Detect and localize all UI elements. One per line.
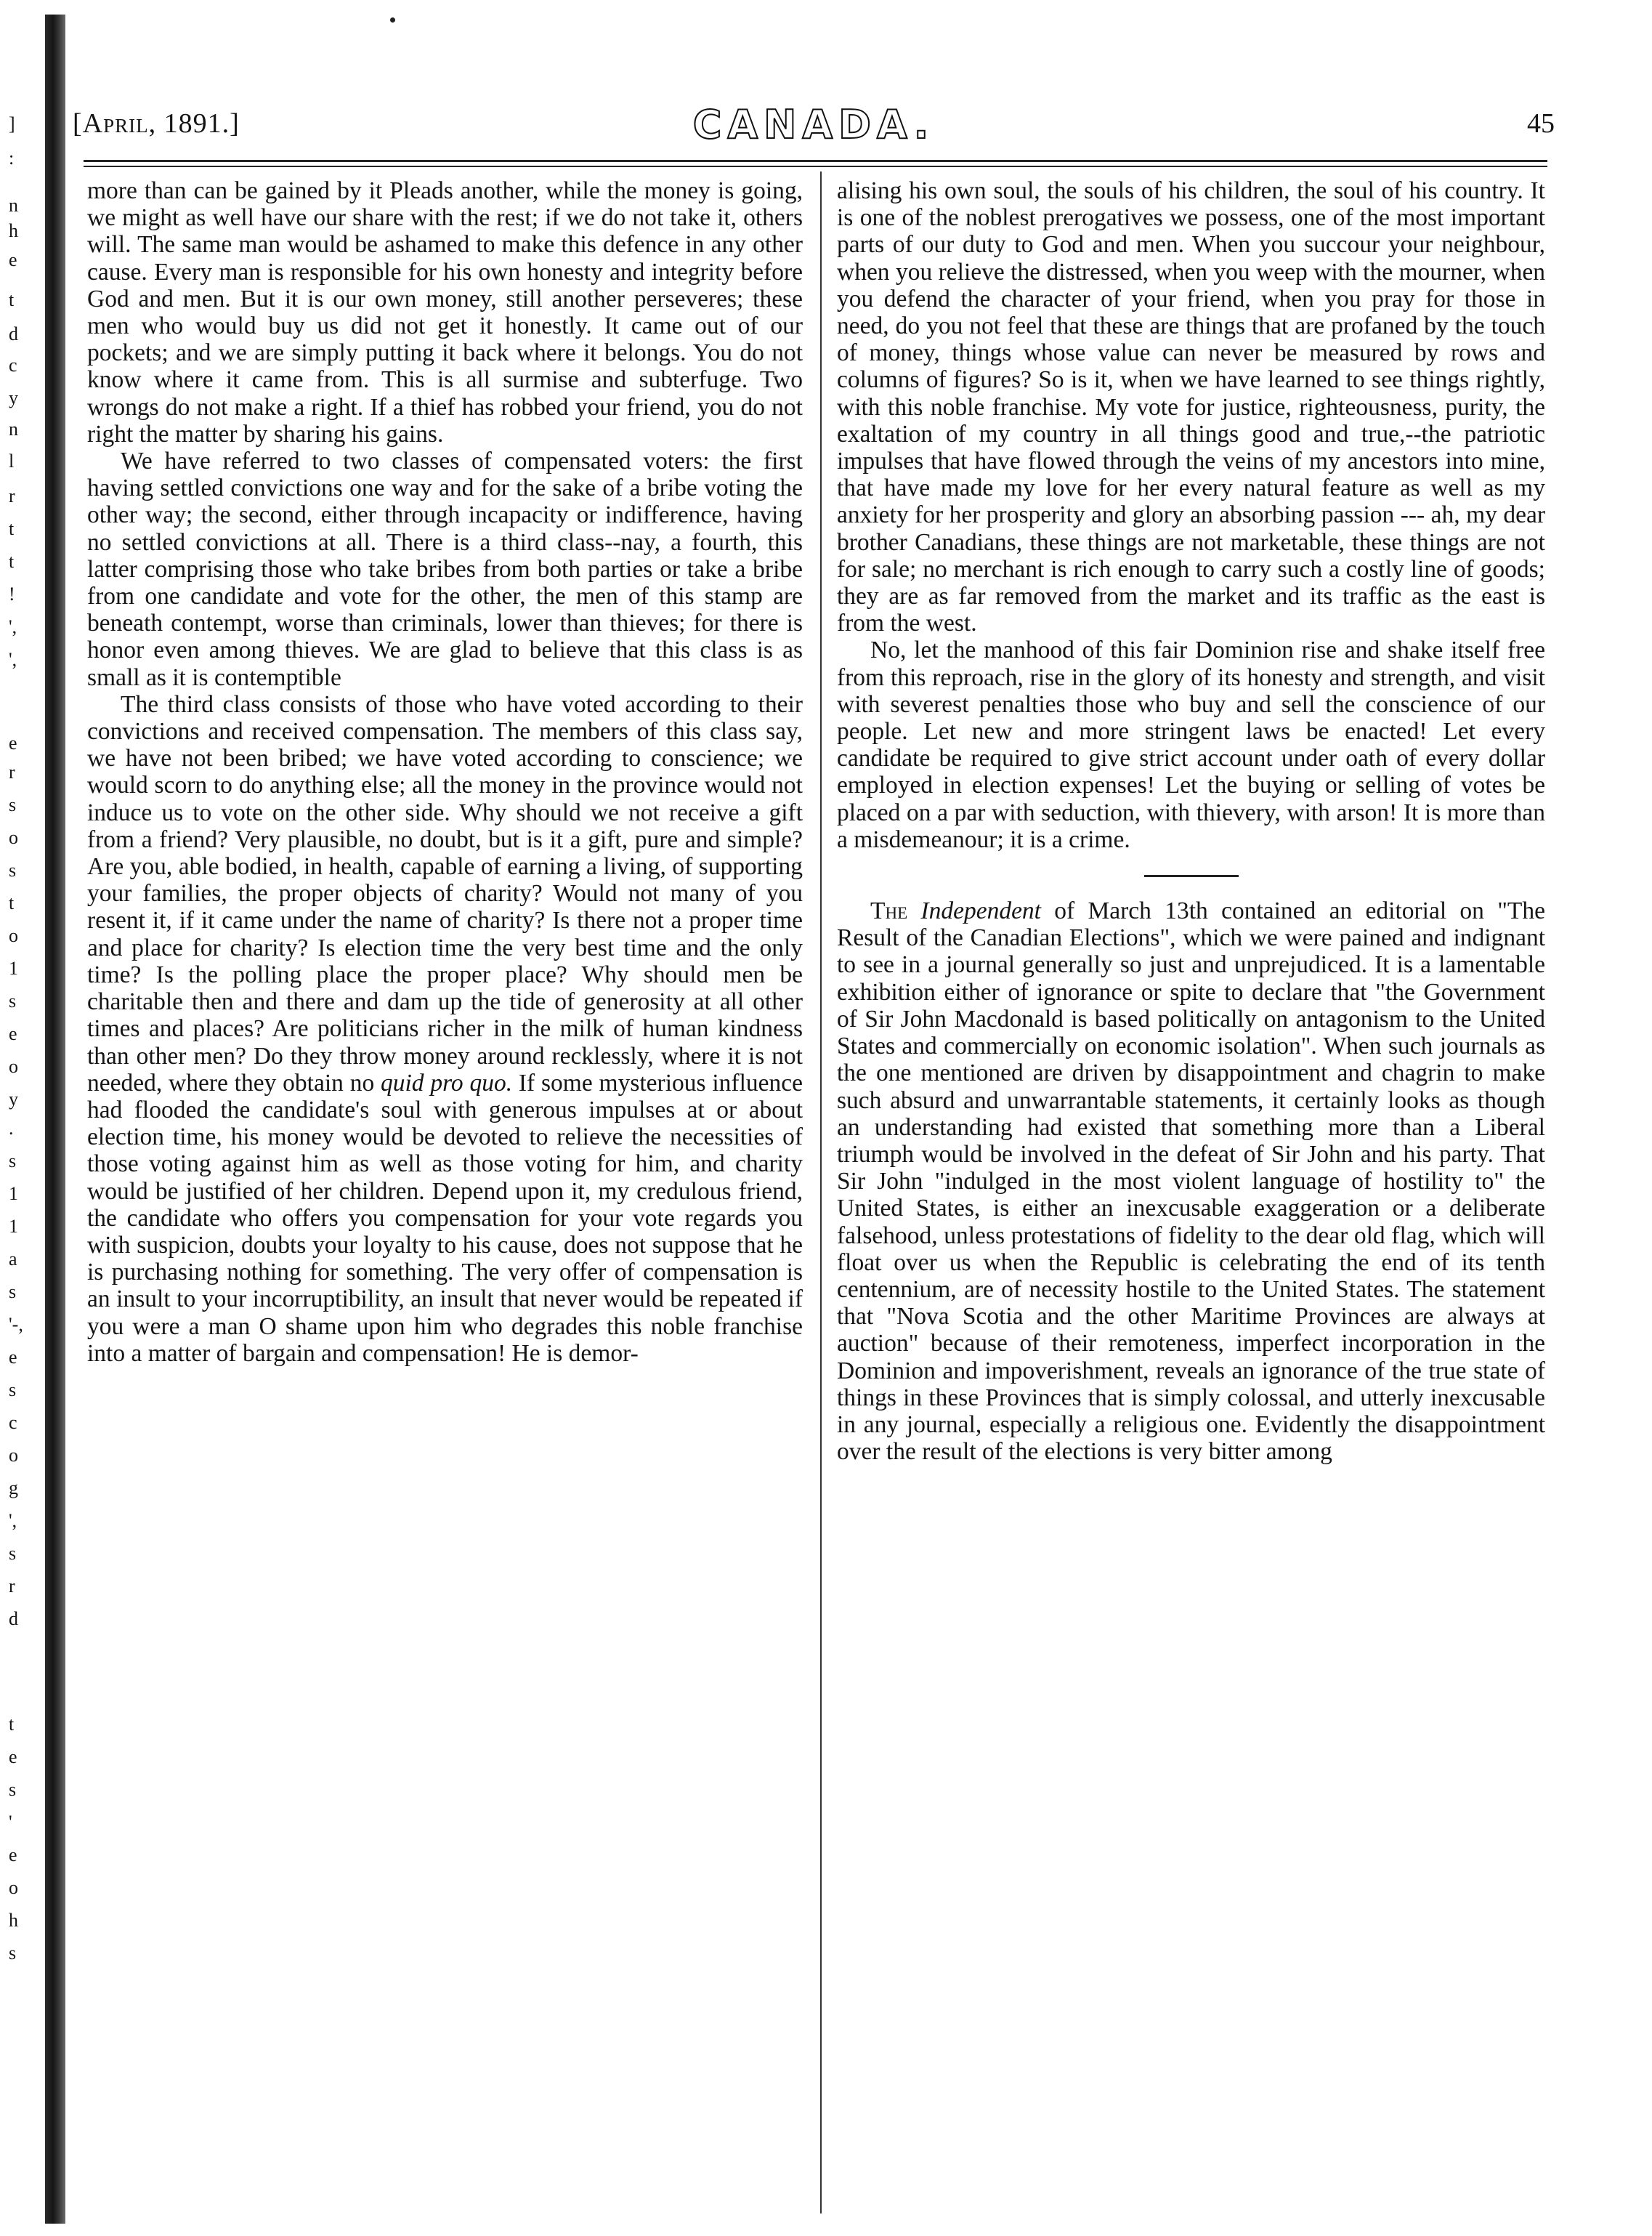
paragraph-text: of March 13th contained an editorial on "The Result of the Canadian Elections", which we were pained and indignant to see in a journal generally so just and unprejudiced. It is a lamentable exhibition either of ignorance or spite to declare that "the Government of Sir John Macdonald is based politically on antagonism to the United States and commercially on economic isolation". When such journals as the one mentioned are driven by disappointment and chagrin to make such absurd and unwarrantable statements, it certainly looks as though an understanding had existed that something more than a Liberal triumph would be involved in the defeat of Sir John and his party. That Sir John "indulged in the most violent language of hostility to" the United States, is either an inexcusable exaggeration or a deliberate falsehood, unless protestations of fidelity to the dear old flag, which will float over us when the Republic is celebrating the end of its tenth centennium, are of necessity hostile to the United States. The statement that "Nova Scotia and the other Maritime Provinces are always at auction" because of their remoteness, imperfect incorporation in the Dominion and impoverishment, reveals an ignorance of the true state of things in these Provinces that is simply colossal, and utterly inexcusable in any journal, especially a religious one. Evidently the disappointment over the result of the elections is very bitter among [837,897,1545,1466]
gutter-letter: r [9,485,15,506]
gutter-letter: o [9,827,18,848]
paragraph-text: The third class consists of those who have voted according to their convictions and received compensation. The members of this class say, we have not been bribed; we have voted according to conscience; we would scorn to do anything else; all the money in the province would not induce us to vote on the other side. Why should we not receive a gift from a friend? Very plausible, no doubt, but is it a gift, pure and simple? Are you, able bodied, in health, capable of earning a living, of supporting your families, the proper objects of charity? Would not many of you resent it, if it came under the name of charity? Is there not a proper time and place for charity? Is election time the very best time and the only time? Is the polling place the proper place? Why should men be charitable then and there and dam up the tide of generosity at all other times and places? Are politicians richer in the milk of human kindness than other men? Do they throw money around recklessly, where it is not needed, where they obtain no [87,690,803,1097]
gutter-letter: s [9,1779,17,1800]
paragraph: No, let the manhood of this fair Dominion rise and shake itself free from this reproach, rise in the glory of its honesty and strength, and visit with severest penalties those who buy and sell the conscience of our people. Let new and more stringent laws be enacted! Let every candidate be required to give strict account under oath of every dollar employed in election expenses! Let the buying or selling of votes be placed on a par with seduction, with thievery, with arson! It is more than a misdemeanour; it is a crime. [837,637,1545,853]
gutter-letter: n [9,419,18,440]
gutter-letter: e [9,249,17,270]
gutter-letter: ', [9,649,17,670]
gutter-letter: ' [9,1812,12,1833]
header-rule-top [84,160,1547,162]
page-number: 45 [1527,108,1555,139]
gutter-letter: s [9,860,17,881]
gutter-letter: ', [9,616,17,637]
gutter-letter: ', [9,1510,17,1531]
header-rule-bottom [84,166,1547,167]
gutter-letter: e [9,1347,17,1368]
gutter-letter: s [9,794,17,815]
gutter-letter: t [9,1714,15,1735]
gutter-letter: d [9,1608,18,1629]
column-separator [820,171,822,2213]
paragraph: We have referred to two classes of compensated voters: the first having settled convictions one way and for the sake of a bribe voting the other way; the second, either through incapacity or indifference, having no settled convictions at all. There is a third class--nay, a fourth, this latter comprising those who take bribes from both parties or take a bribe from one candidate and vote for the other, the men of this stamp are beneath contempt, worse than criminals, lower than thieves; for there is honor even among thieves. We are glad to believe that this class is as small as it is contemptible [87,448,803,691]
gutter-letter: n [9,195,18,216]
gutter-letter: s [9,1150,17,1171]
gutter-letter: e [9,1023,17,1044]
section-divider [1144,875,1239,877]
gutter-letter: a [9,1248,17,1270]
ink-dot [390,17,395,23]
lead-word: The [870,897,908,925]
issue-date: [April, 1891.] [73,108,240,139]
paragraph: alising his own soul, the souls of his children, the soul of his country. It is one of the noblest prerogatives we possess, one of the most important parts of our duty to God and men. When you succour your neighbour, when you relieve the distressed, when you weep with the mourner, when you defend the character of your friend, when you pray for those in need, do you not feel that these are things that are profaned by the touch of money, things whose value can never be measured by rows and columns of figures? So is it, when we have learned to see things rightly, with this noble franchise. My vote for justice, righteousness, purity, the exaltation of my country in all things good and true,--the patriotic impulses that have flowed through the veins of my ancestors into mine, that have made my love for her every natural feature as well as my anxiety for her prosperity and glory an absorbing passion --- ah, my dear brother Canadians, these things are not marketable, these things are not for sale; no merchant is rich enough to carry such a costly line of goods; they are as far removed from the market and its traffic as the east is from the west. [837,177,1545,637]
italic-phrase: quid pro quo. [381,1069,513,1097]
gutter-letter: d [9,323,18,344]
gutter-letter: h [9,1910,18,1931]
paragraph-text: If some mysterious influence had flooded the candidate's soul with generous impulses at or about election time, his money would be devoted to relieve the necessities of those voting against him as well as those voting for him, and charity would be justified of her children. Depend upon it, my credulous friend, the candidate who offers you compensation for your vote regards you with suspicion, doubts your loyalty to his cause, does not suppose that he is purchasing nothing for something. The very offer of compensation is an insult to your incorruptibility, an insult that never would be repeated if you were a man O shame upon him who degrades this noble franchise into a matter of bargain and compensation! He is demor- [87,1069,803,1367]
left-column [87,177,803,1367]
page-header [73,102,1555,153]
gutter-letter: c [9,355,17,376]
gutter-letter: s [9,1543,17,1564]
gutter-margin-letters [0,0,29,2236]
right-column [837,177,1545,1465]
gutter-letter: '-, [9,1314,23,1335]
gutter-letter: h [9,220,18,241]
gutter-letter: t [9,289,15,310]
gutter-letter: o [9,1445,18,1466]
gutter-letter: g [9,1477,18,1498]
gutter-letter: t [9,518,15,539]
gutter-letter: o [9,925,18,946]
gutter-letter: e [9,1844,17,1865]
gutter-letter: e [9,1746,17,1767]
publication-name: Independent [920,897,1041,925]
gutter-letter: ! [9,584,15,605]
gutter-letter: y [9,1089,18,1110]
gutter-letter: s [9,990,17,1012]
gutter-letter: s [9,1379,17,1400]
gutter-letter: c [9,1412,17,1433]
gutter-letter: 1 [9,1183,18,1204]
gutter-letter: o [9,1056,18,1077]
magazine-title: CANADA. [692,102,935,148]
gutter-letter: r [9,1575,15,1597]
gutter-letter: e [9,732,17,754]
gutter-letter: 1 [9,958,18,979]
gutter-letter: o [9,1877,18,1898]
binding-edge [45,15,65,2224]
gutter-letter: : [9,148,15,169]
gutter-letter: s [9,1281,17,1302]
gutter-letter: 1 [9,1216,18,1237]
paragraph: more than can be gained by it Pleads another, while the money is going, we might as well have our share with the rest; if we do not take it, others will. The same man would be ashamed to make this defence in any other cause. Every man is responsible for his own honesty and integrity before God and men. But it is our own money, still another perseveres; these men who would buy us did not get it honestly. It came out of our pockets; and we are simply putting it back where it belongs. You do not know where it came from. This is all surmise and subterfuge. Two wrongs do not make a right. If a thief has robbed your friend, you do not right the matter by sharing his gains. [87,177,803,448]
gutter-letter: r [9,762,15,783]
gutter-letter: ] [9,113,15,134]
gutter-letter: l [9,451,15,472]
gutter-letter: y [9,387,18,408]
gutter-letter: t [9,892,15,913]
gutter-letter: s [9,1942,17,1963]
paragraph [837,897,1545,1465]
gutter-letter: . [9,1118,14,1139]
gutter-letter: t [9,551,15,572]
paragraph [87,691,803,1367]
